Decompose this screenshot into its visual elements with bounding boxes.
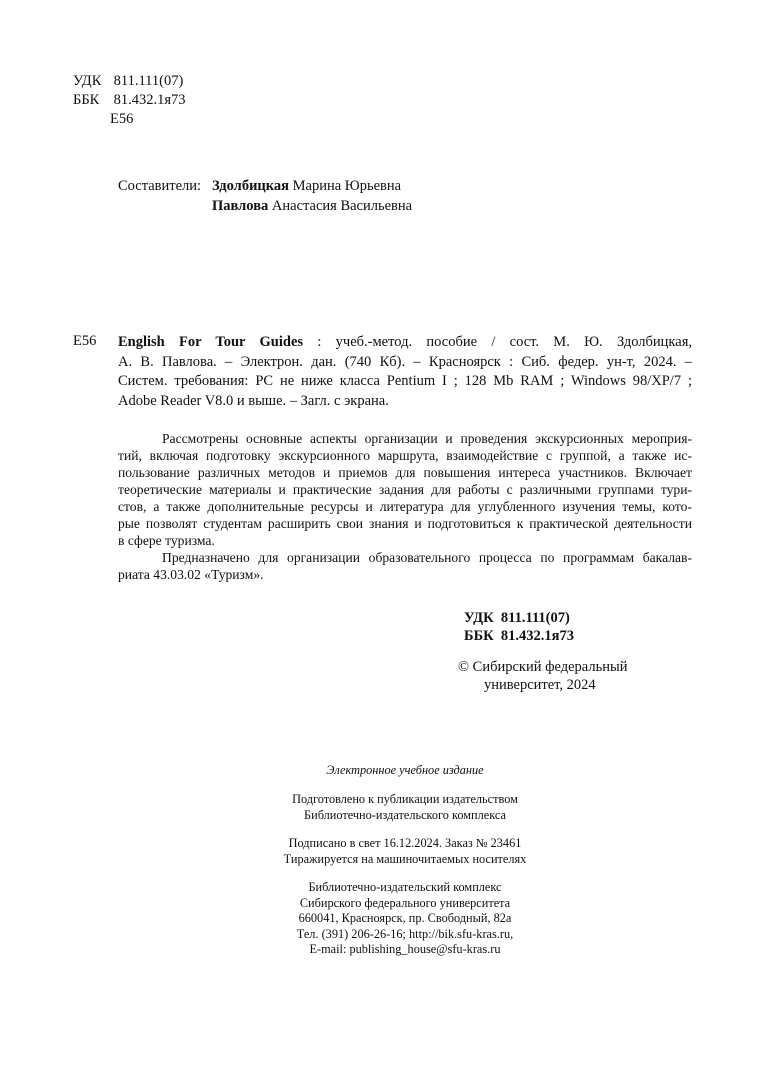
abstract-line: Рассмотрены основные аспекты организации и проведения экскурсионных мероприя-: [162, 431, 692, 446]
author-2: [212, 198, 412, 215]
prepared-line: Подготовлено к публикации издательством: [292, 792, 518, 806]
udk-bottom: УДК 811.111(07): [464, 610, 570, 626]
publisher-line: E-mail: publishing_house@sfu-kras.ru: [309, 942, 501, 956]
publisher-line: Сибирского федерального университета: [299, 895, 511, 910]
publisher-line: 660041, Красноярск, пр. Свободный, 82а: [298, 911, 512, 925]
udk-value: 811.111(07): [113, 73, 184, 89]
author-1-surname: Здолбицкая: [212, 178, 290, 194]
purpose-line: риата 43.03.02 «Туризм».: [118, 567, 264, 582]
author-code-top: Е56: [110, 111, 134, 127]
bib-line-4: Adobe Reader V8.0 и выше. – Загл. с экрана.: [118, 392, 389, 409]
bbk-top: [73, 92, 186, 109]
edition-type: [205, 763, 605, 779]
abstract-line: в сфере туризма.: [118, 533, 215, 548]
abstract: [118, 430, 692, 583]
copyright-line-1: © Сибирский федеральный: [458, 659, 628, 675]
bibliographic-record: [118, 333, 692, 411]
bbk-value: 81.432.1я73: [113, 92, 186, 108]
bib-line-3: Систем. требования: PC не ниже класса Pentium I ; 128 Mb RAM ; Windows 98/XP/7 ;: [118, 373, 692, 389]
author-2-name: Анастасия Васильевна: [271, 198, 413, 214]
prepared-block: [205, 792, 605, 823]
publisher-line: Библиотечно-издательский комплекс: [308, 880, 502, 894]
signed-line: Тиражируется на машиночитаемых носителях: [283, 851, 527, 866]
abstract-line: стов, а также дополнительные ресурсы и литература для углубленного изучения темы, кото-: [118, 499, 692, 514]
bib-line-2: А. В. Павлова. – Электрон. дан. (740 Кб). – Красноярск : Сиб. федер. ун-т, 2024. –: [118, 353, 692, 370]
abstract-line: тий, включая подготовку экскурсионного маршрута, взаимодействие с группой, а также ис-: [118, 448, 692, 463]
signed-line: Подписано в свет 16.12.2024. Заказ № 23461: [288, 836, 522, 850]
bib-author-code: Е56: [73, 333, 97, 349]
author-2-surname: Павлова: [212, 198, 269, 214]
edition-type-text: Электронное учебное издание: [326, 763, 484, 777]
signed-block: [205, 836, 605, 867]
bib-line-1: [118, 333, 692, 353]
purpose-line: Предназначено для организации образовательного процесса по программам бакалав-: [162, 550, 692, 565]
publisher-line: Тел. (391) 206-26-16; http://bik.sfu-kras.ru,: [296, 926, 514, 941]
abstract-line: рые позволят студентам расширить свои знания и подготовиться к практической деятельности: [118, 516, 692, 531]
udk-top: [73, 73, 183, 90]
udk-label: УДК: [73, 73, 102, 89]
abstract-line: пользование различных методов и приемов для повышения интереса участников. Включает: [118, 465, 692, 480]
copyright-line-2: университет, 2024: [484, 677, 596, 693]
author-1-name: Марина Юрьевна: [292, 178, 402, 194]
bbk-label: ББК: [73, 92, 100, 108]
bbk-bottom: ББК 81.432.1я73: [464, 628, 575, 644]
author-1: [212, 178, 401, 195]
prepared-line: Библиотечно-издательского комплекса: [304, 807, 506, 822]
book-title: English For Tour Guides: [118, 334, 304, 350]
bib-line-1-rest: : учеб.-метод. пособие / сост. М. Ю. Здолбицкая,: [317, 334, 692, 350]
publisher-block: [205, 880, 605, 958]
authors-label: Составители:: [118, 178, 202, 194]
abstract-line: теоретические материалы и практические задания для работы с различными группами тури-: [118, 482, 692, 497]
